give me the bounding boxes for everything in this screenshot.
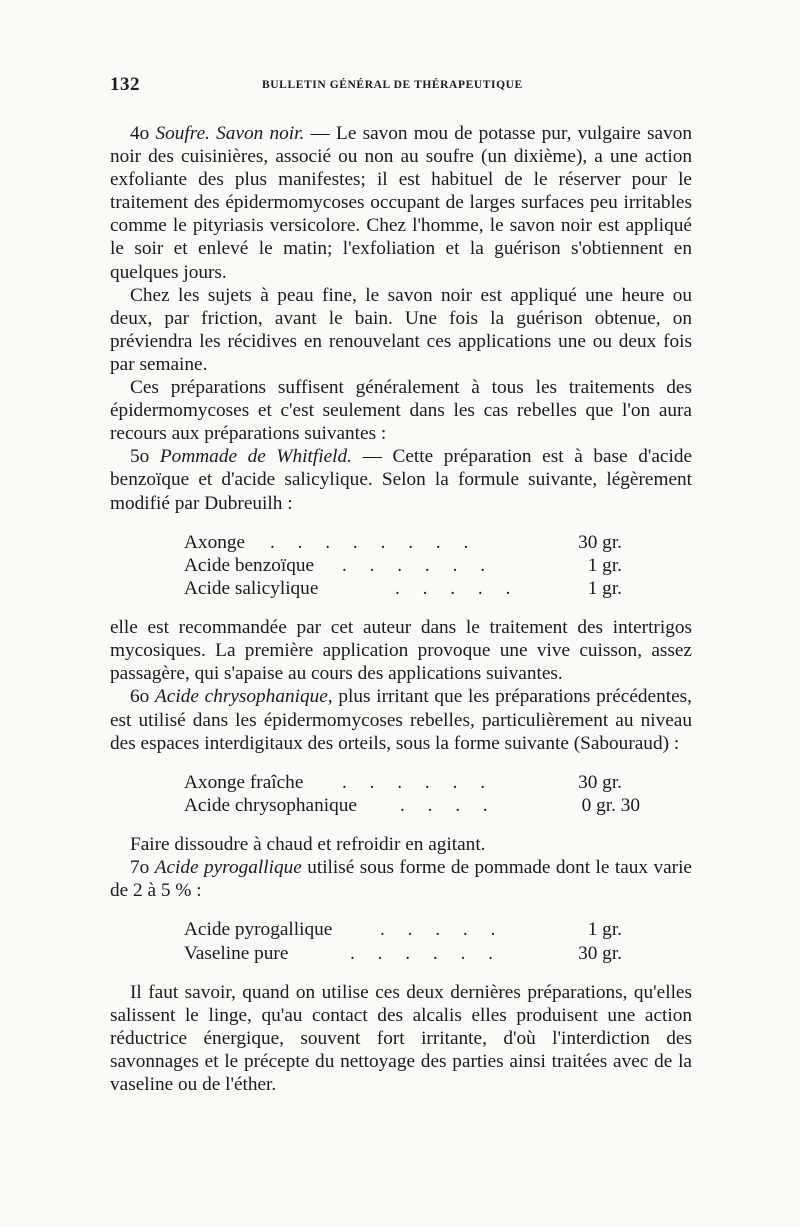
recipe-row xyxy=(110,531,692,554)
page-header xyxy=(110,74,692,98)
recipe-quantity: 30 gr. xyxy=(578,771,622,793)
recipe-ingredient: Acide benzoïque xyxy=(184,554,315,576)
section-number: 7o xyxy=(130,857,150,879)
recipe-leader-dots: . . . . . . xyxy=(350,942,503,964)
paragraph-whitfield xyxy=(110,445,692,514)
running-title: BULLETIN GÉNÉRAL DE THÉRAPEUTIQUE xyxy=(262,79,523,91)
section-text: plus irritant que les préparations précédentes, est utilisé dans les épidermomycoses rebelles, particulièrement au niveau des espaces interdigitaux des orteils, sous la forme suivante (Sabouraud) : xyxy=(110,686,692,754)
recipe-leader-dots: . . . . . . xyxy=(342,771,495,793)
section-title: Soufre. Savon noir. xyxy=(155,123,305,144)
paragraph-soufre xyxy=(110,122,692,284)
section-title: Acide chrysophanique, xyxy=(155,686,333,708)
paragraph-dissolve: Faire dissoudre à chaud et refroidir en agitant. xyxy=(130,834,486,856)
paragraph-chrysophanique xyxy=(110,685,692,754)
paragraph-recommended: elle est recommandée par cet auteur dans le traitement des intertrigos mycosiques. La première application provoque une vive cuisson, assez passagère, qui s'apaise au cours des applications suivantes. xyxy=(110,617,692,685)
recipe-chrysophanique xyxy=(110,771,692,817)
paragraph-suffice: Ces préparations suffisent généralement à tous les traitements des épidermomycoses et c'est seulement dans les cas rebelles que l'on aura recours aux préparations suivantes : xyxy=(110,377,692,445)
section-text: — Cette préparation est à base d'acide benzoïque et d'acide salicylique. Selon la formule suivante, légèrement modifié par Dubreuilh : xyxy=(110,446,693,514)
recipe-whitfield xyxy=(110,531,692,601)
recipe-ingredient: Acide salicylique xyxy=(184,577,319,599)
recipe-ingredient: Vaseline pure xyxy=(184,942,289,964)
recipe-leader-dots: . . . . . . . . xyxy=(270,531,478,553)
paragraph-pyrogallique xyxy=(110,856,692,902)
recipe-row xyxy=(110,771,692,794)
section-number: 4o xyxy=(130,123,150,144)
paragraph-final: Il faut savoir, quand on utilise ces deux dernières préparations, qu'elles salissent le linge, qu'au contact des alcalis elles produisent une action réductrice énergique, souvent fort irritante, d'où l'interdiction des savonnages et le précepte du nettoyage des parties ainsi traitées avec de la vaseline ou de l'éther. xyxy=(110,981,692,1096)
section-title: Acide pyrogallique xyxy=(154,857,302,879)
recipe-quantity: 1 gr. xyxy=(587,554,622,576)
recipe-quantity: 1 gr. xyxy=(587,919,622,941)
recipe-ingredient: Acide pyrogallique xyxy=(184,919,333,941)
page-number: 132 xyxy=(110,74,140,95)
recipe-quantity: 1 gr. xyxy=(587,577,622,599)
recipe-quantity: 30 gr. xyxy=(578,531,622,553)
recipe-ingredient: Axonge fraîche xyxy=(184,771,304,793)
recipe-leader-dots: . . . . . xyxy=(395,577,520,599)
recipe-ingredient: Axonge xyxy=(184,531,246,553)
recipe-ingredient: Acide chrysophanique xyxy=(184,794,357,816)
recipe-row xyxy=(110,918,692,941)
recipe-leader-dots: . . . . . xyxy=(380,919,505,941)
recipe-pyrogallique xyxy=(110,918,692,964)
section-text: utilisé sous forme de pommade dont le taux varie de 2 à 5 % : xyxy=(110,857,692,902)
recipe-row xyxy=(110,942,692,965)
recipe-leader-dots: . . . . xyxy=(400,794,497,816)
recipe-leader-dots: . . . . . . xyxy=(342,554,495,576)
section-number: 6o xyxy=(130,686,150,708)
section-text: — Le savon mou de potasse pur, vulgaire savon noir des cuisinières, associé ou non au soufre (un dixième), a une action exfoliante des plus manifestes; il est habituel de le réserver pour le traitement des épidermomycoses occupant de larges surfaces peu irritables comme le pityriasis versicolore. Chez l'homme, le savon noir est appliqué le soir et enlevé le matin; l'exfoliation et la guérison s'obtiennent en quelques jours. xyxy=(110,123,692,283)
page-body xyxy=(110,122,692,1096)
recipe-row xyxy=(110,577,692,600)
recipe-row xyxy=(110,554,692,577)
recipe-row xyxy=(110,794,692,817)
recipe-quantity: 0 gr. 30 xyxy=(581,794,640,816)
recipe-quantity: 30 gr. xyxy=(578,942,622,964)
section-number: 5o xyxy=(130,446,150,468)
paragraph-fine-skin: Chez les sujets à peau fine, le savon noir est appliqué une heure ou deux, par friction, avant le bain. Une fois la guérison obtenue, on préviendra les récidives en renouvelant ces applications une ou deux fois par semaine. xyxy=(110,284,692,375)
section-title: Pommade de Whitfield. xyxy=(159,446,352,468)
